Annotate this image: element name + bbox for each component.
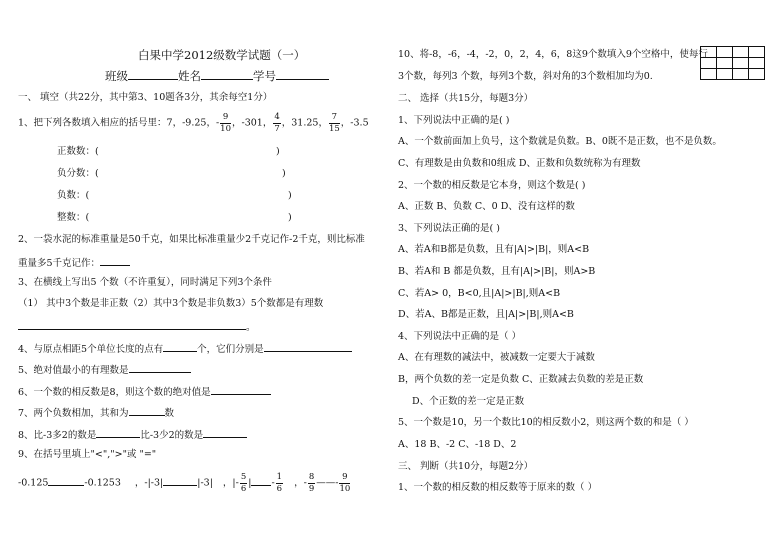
q9-blank-4[interactable]: ——	[316, 477, 336, 489]
question-6: 6、一个数的相反数是8，则这个数的绝对值是	[18, 385, 271, 398]
mc-question-3: 3、下列说法正确的是( )	[398, 223, 500, 234]
mc-question-1: 1、下列说法中正确的是( )	[398, 115, 510, 126]
grid-cell[interactable]	[733, 58, 749, 69]
fraction: $\frac{9}{10}$	[220, 112, 231, 134]
question-5: 5、绝对值最小的有理数是	[18, 363, 191, 376]
q9-blank-3[interactable]	[251, 476, 271, 486]
grid-cell[interactable]	[701, 47, 717, 58]
name-blank[interactable]	[201, 70, 253, 80]
grid-cell[interactable]	[733, 69, 749, 80]
question-7: 7、两个负数相加，其和为 数	[18, 408, 175, 419]
fraction: $\frac{4}{7}$	[274, 112, 280, 134]
q9-blank-2[interactable]	[163, 476, 197, 486]
grid-cell[interactable]	[701, 58, 717, 69]
mc-question-5-options: A、18 B、-2 C、-18 D、2	[398, 439, 517, 450]
mc-question-4-option-b: B，两个负数的差一定是负数 C、正数减去负数的差是正数	[398, 374, 644, 385]
question-10-line1: 10、将-8，-6，-4，-2，0，2，4，6，8这9个数填入9个空格中，使每行	[398, 49, 708, 60]
fraction: $\frac{7}{15}$	[328, 112, 340, 134]
q8-blank-2[interactable]	[203, 428, 247, 438]
q2-blank[interactable]	[100, 256, 130, 266]
question-1: 1、把下列各数填入相应的括号里：7，-9.25，- $\frac{9}{10}$ ，-301， $\frac{4}{7}$ ，31.25， $\frac{7}{15}$ ，-3.5	[18, 112, 369, 134]
set-integer-label: 整数：(	[57, 212, 90, 223]
mc-question-3-option-d: D、若A、B都是正数，且|A|>|B|,则A<B	[398, 309, 574, 320]
mc-question-2: 2、一个数的相反数是它本身，则这个数是( )	[398, 180, 586, 191]
q4-blank-count[interactable]	[163, 342, 197, 352]
set-negative-fraction-label: 负分数：(	[57, 168, 99, 179]
grid-cell[interactable]	[749, 69, 765, 80]
mc-question-1-option-c: C、有理数是由负数和0组成 D、正数和负数统称为有理数	[398, 158, 641, 169]
page-title: 白果中学2012级数学试题（一）	[138, 48, 306, 62]
set-positive-label: 正数数：(	[57, 146, 99, 157]
q9-blank-1[interactable]	[48, 476, 84, 486]
mc-question-2-options: A、正数 B、负数 C、0 D、没有这样的数	[398, 201, 575, 212]
question-3-line3: 。	[18, 320, 256, 333]
mc-question-3-option-c: C、若A> 0，B<0,且|A|>|B|,则A<B	[398, 288, 561, 299]
q4-blank-values[interactable]	[264, 342, 352, 352]
question-3-line1: 3、在横线上写出5 个数（不许重复），同时满足下列3个条件	[18, 277, 272, 288]
fraction: $\frac{5}{6}$	[240, 472, 247, 494]
mc-question-3-option-a: A、若A和B都是负数，且有|A|>|B|，则A<B	[398, 244, 590, 255]
fraction: $\frac{8}{9}$	[308, 472, 315, 494]
question-2-line1: 2、一袋水泥的标准重量是50千克，如果比标准重量少2千克记作-2千克，则比标准	[18, 234, 365, 245]
mc-question-3-option-b: B、若A和 B 都是负数，且有|A|>|B|，则A>B	[398, 266, 596, 277]
question-4: 4、与原点相距5个单位长度的点有 个，它们分别是	[18, 342, 352, 355]
name-label: 姓名	[178, 69, 201, 83]
question-10-line2: 3个数，每列3 个数，每列3个数，斜对角的3个数相加均为0.	[398, 71, 653, 82]
question-3-line2: （1） 其中3个数是非正数（2）其中3个数是非负数3）5个数都是有理数	[18, 298, 324, 309]
question-2-line2: 重量多5千克记作：	[18, 256, 130, 269]
q3-blank[interactable]	[18, 320, 246, 330]
section1-heading: 一、 填空（共22分，其中第3、10题各3分，其余每空1分）	[18, 92, 273, 103]
mc-question-5: 5、一个数是10，另一个数比10的相反数小2，则这两个数的和是（ ）	[398, 417, 694, 428]
section2-heading: 二、 选择（共15分，每题3分）	[398, 93, 534, 104]
student-info-line	[105, 70, 329, 83]
q6-blank[interactable]	[211, 385, 271, 395]
class-label: 班级	[105, 69, 128, 83]
fraction: $\frac{9}{10}$	[339, 472, 351, 494]
question-9-row: -0.125 -0.1253 ，-|-3| |-3| ，|- $\frac{5}{6}$ | - $\frac{1}{6}$ ，- $\frac{8}{9}$ ——- $\frac{9}{10}$	[18, 472, 351, 494]
q8-blank-1[interactable]	[96, 428, 140, 438]
grid-cell[interactable]	[717, 69, 733, 80]
fraction: $\frac{1}{6}$	[276, 472, 283, 494]
mc-question-4-option-a: A、在有理数的减法中，被减数一定要大于减数	[398, 352, 595, 363]
set-positive-close: )	[276, 146, 280, 157]
number-label: 学号	[253, 69, 276, 83]
question-9: 9、在括号里填上"<",">"或 "="	[18, 449, 157, 460]
grid-cell[interactable]	[749, 47, 765, 58]
number-blank[interactable]	[276, 70, 329, 80]
grid-cell[interactable]	[733, 47, 749, 58]
tf-question-1: 1、一个数的相反数的相反数等于原来的数（ ）	[398, 482, 598, 493]
q7-blank[interactable]	[129, 406, 165, 416]
mc-question-4: 4、下列说法中正确的是（ ）	[398, 331, 522, 342]
mc-question-1-option-a: A、一个数前面加上负号，这个数就是负数。B、0既不是正数，也不是负数。	[398, 136, 722, 147]
question-8: 8、比-3多2的数是 比-3少2的数是	[18, 428, 247, 441]
mc-question-4-option-d: D、个正数的差一定是正数	[412, 396, 525, 407]
magic-square-grid	[700, 46, 765, 80]
class-blank[interactable]	[128, 70, 178, 80]
set-integer-close: )	[288, 212, 292, 223]
set-negative-fraction-close: )	[282, 168, 286, 179]
grid-cell[interactable]	[717, 58, 733, 69]
grid-cell[interactable]	[717, 47, 733, 58]
grid-cell[interactable]	[749, 58, 765, 69]
section3-heading: 三、 判断（共10分，每题2分）	[398, 461, 534, 472]
set-negative-close: )	[288, 190, 292, 201]
grid-cell[interactable]	[701, 69, 717, 80]
q5-blank[interactable]	[129, 363, 191, 373]
set-negative-label: 负数：(	[57, 190, 90, 201]
